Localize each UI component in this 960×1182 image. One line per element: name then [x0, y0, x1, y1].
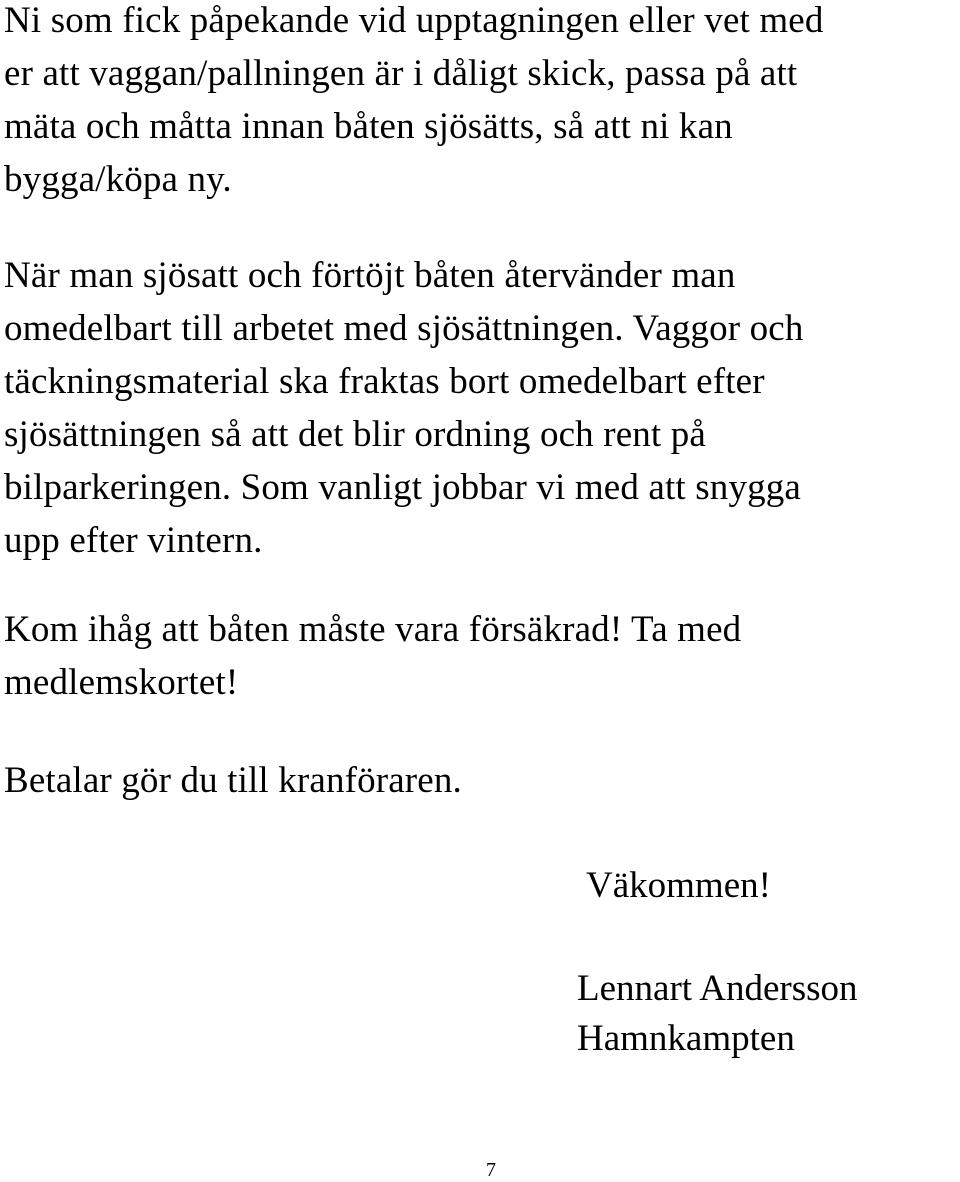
text-line: bilparkeringen. Som vanligt jobbar vi med att snygga	[4, 467, 801, 508]
text-line: Ni som fick påpekande vid upptagningen eller vet med	[4, 0, 824, 41]
text-line: er att vaggan/pallningen är i dåligt skick, passa på att	[4, 53, 798, 94]
page-number: 7	[486, 1159, 496, 1181]
text-line: Betalar gör du till kranföraren.	[4, 760, 462, 801]
signer-name: Lennart Andersson	[577, 968, 858, 1009]
paragraph-cradle-check	[4, 0, 956, 206]
signer-place: Hamnkampten	[577, 1018, 795, 1059]
paragraph-after-launch	[4, 249, 956, 567]
text-line: bygga/köpa ny.	[4, 159, 232, 200]
text-line: mäta och måtta innan båten sjösätts, så att ni kan	[4, 106, 733, 147]
paragraph-insurance-reminder	[4, 603, 956, 709]
text-line: täckningsmaterial ska fraktas bort omedelbart efter	[4, 361, 765, 402]
paragraph-payment	[4, 754, 956, 807]
text-line: Kom ihåg att båten måste vara försäkrad! Ta med	[4, 609, 742, 650]
text-line: sjösättningen så att det blir ordning och rent på	[4, 414, 706, 455]
text-line: medlemskortet!	[4, 662, 239, 703]
text-line: När man sjösatt och förtöjt båten återvänder man	[4, 255, 736, 296]
text-line: omedelbart till arbetet med sjösättningen. Vaggor och	[4, 308, 804, 349]
closing-greeting: Väkommen!	[586, 865, 771, 906]
text-line: upp efter vintern.	[4, 520, 263, 561]
